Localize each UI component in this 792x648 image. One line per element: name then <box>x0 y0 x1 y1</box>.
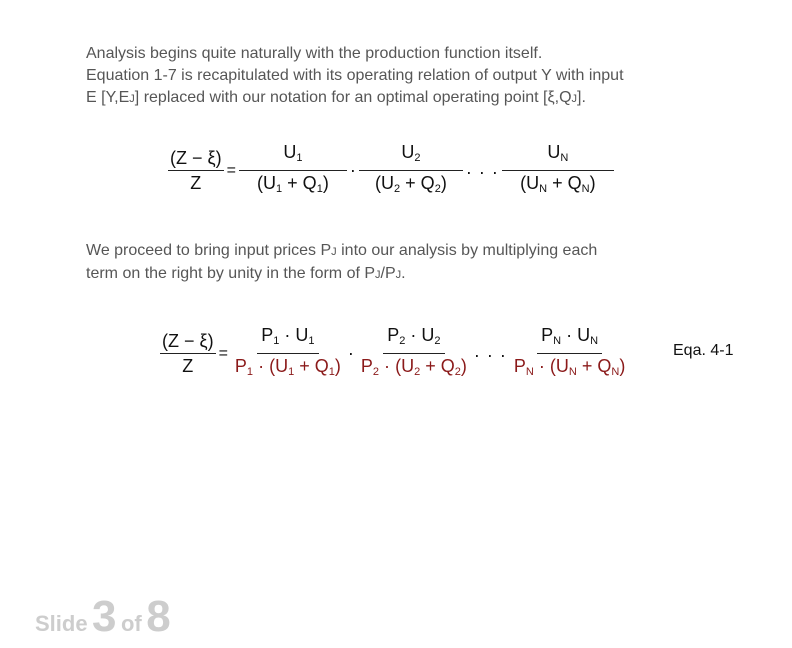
eq1-term-n: $\frac{U_N}{(U_N + Q_N)}$ <box>502 141 614 200</box>
intro-line-2: Equation 1-7 is recapitulated with its operating relation of output Y with input <box>86 67 624 84</box>
equation-with-prices: $\frac{(Z - \xi)}{Z}$ = $\frac{P_1 \cdot U_1}{P_1 \cdot (U_1 + Q_1)}$ · $\frac{P_2 \cdot U_2}{P_2 \cdot (U_2 + Q_2)}$ · · · $\frac{P_N \cdot U_N}{P_N \cdot (U_N + Q_N)}$ <box>160 324 629 383</box>
eq1-term-1: $\frac{U_1}{(U_1 + Q_1)}$ <box>239 141 347 200</box>
of-word: of <box>120 611 142 636</box>
eq2-term-n: $\frac{P_N \cdot U_N}{P_N \cdot (U_N + Q_N)}$ <box>513 325 626 378</box>
slide-counter <box>35 592 171 642</box>
eq1-lhs-fraction: $\frac{(Z - \xi)}{Z}$ <box>170 148 222 193</box>
intro-paragraph <box>86 43 624 110</box>
slide-word: Slide <box>35 611 88 636</box>
eq2-lhs-fraction: $\frac{(Z - \xi)}{Z}$ <box>162 331 214 376</box>
intro-line-1: Analysis begins quite naturally with the production function itself. <box>86 45 543 62</box>
prices-line-1: We proceed to bring input prices PJ into our analysis by multiplying each <box>86 242 598 259</box>
prices-paragraph <box>86 240 597 286</box>
total-slide-number: 8 <box>146 592 171 641</box>
eq1-term-2: $\frac{U_2}{(U_2 + Q_2)}$ <box>359 141 463 200</box>
equation-production-function: $\frac{(Z - \xi)}{Z}$ = $\frac{U_1}{(U_1 + Q_1)}$ · $\frac{U_2}{(U_2 + Q_2)}$ · · · $\frac{U_N}{(U_N + Q_N)}$ <box>168 141 614 200</box>
intro-line-3: E [Y,EJ] replaced with our notation for an optimal operating point [ξ,QJ]. <box>86 89 586 106</box>
eq2-term-2: $\frac{P_2 \cdot U_2}{P_2 \cdot (U_2 + Q_2)}$ <box>360 325 467 378</box>
prices-line-2: term on the right by unity in the form of PJ/PJ. <box>86 265 406 282</box>
equation-number-label: Eqa. 4-1 <box>673 342 734 359</box>
current-slide-number: 3 <box>92 592 117 641</box>
eq2-term-1: $\frac{P_1 \cdot U_1}{P_1 \cdot (U_1 + Q_1)}$ <box>234 325 341 378</box>
